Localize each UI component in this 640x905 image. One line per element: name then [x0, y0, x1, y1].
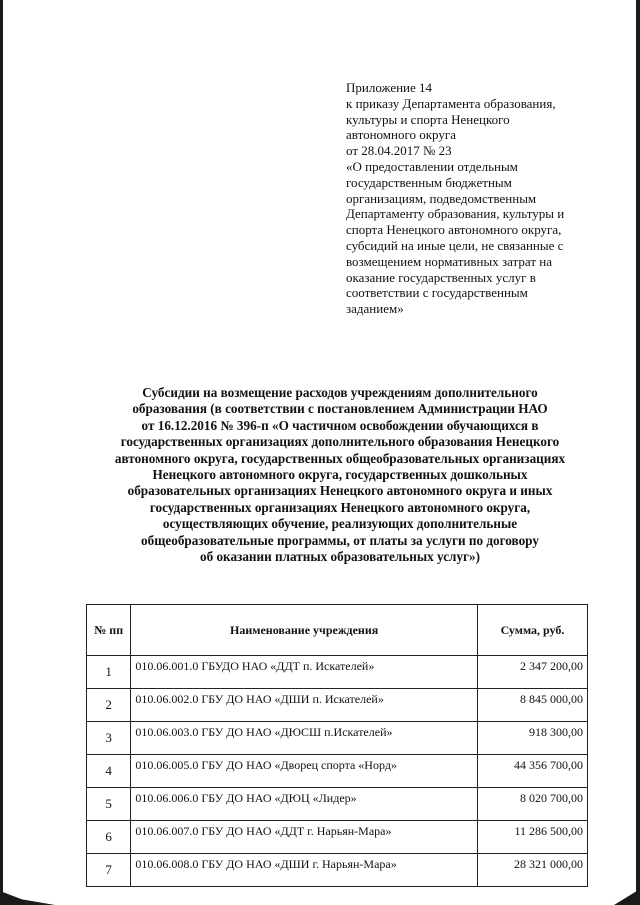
heading-line: образовательных организациях Ненецкого автономного округа и иных	[127, 483, 553, 499]
heading-line: государственных организациях дополнительного образования Ненецкого	[120, 434, 560, 450]
subsidy-amount: 28 321 000,00	[477, 854, 587, 887]
heading-line: от 16.12.2016 № 396-п «О частичном освобождении обучающихся в	[141, 417, 539, 433]
scan-corner-bottom-left	[0, 891, 55, 905]
subsidy-amount: 2 347 200,00	[477, 656, 587, 689]
subsidy-amount: 918 300,00	[477, 722, 587, 755]
heading-line: образования (в соответствии с постановлением Администрации НАО	[132, 401, 548, 417]
row-number: 7	[87, 854, 131, 887]
table-row	[87, 854, 588, 887]
subsidy-amount: 8 845 000,00	[477, 689, 587, 722]
institution-name: 010.06.005.0 ГБУ ДО НАО «Дворец спорта «Норд»	[131, 755, 478, 788]
scan-border-left	[0, 0, 3, 905]
table-row	[87, 821, 588, 854]
row-number: 6	[87, 821, 131, 854]
institution-name: 010.06.008.0 ГБУ ДО НАО «ДШИ г. Нарьян-Мара»	[131, 854, 478, 887]
appendix-line: спорта Ненецкого автономного округа,	[346, 222, 562, 238]
document-heading	[60, 385, 620, 565]
scan-border-right	[636, 0, 640, 905]
scan-corner-bottom-right	[614, 889, 640, 905]
heading-line: государственных организациях Ненецкого автономного округа,	[149, 499, 531, 515]
table-row	[87, 755, 588, 788]
appendix-line: заданием»	[346, 301, 404, 317]
column-header-number: № пп	[87, 605, 131, 656]
appendix-line: Департаменту образования, культуры и	[346, 206, 565, 222]
table-header-row	[87, 605, 588, 656]
heading-line: Ненецкого автономного округа, государственных дошкольных	[152, 467, 528, 483]
heading-line: Субсидии на возмещение расходов учреждениям дополнительного	[142, 385, 538, 400]
institution-name: 010.06.001.0 ГБУДО НАО «ДДТ п. Искателей»	[131, 656, 478, 689]
subsidy-amount: 11 286 500,00	[477, 821, 587, 854]
table-row	[87, 722, 588, 755]
institution-name: 010.06.006.0 ГБУ ДО НАО «ДЮЦ «Лидер»	[131, 788, 478, 821]
appendix-line: к приказу Департамента образования,	[346, 95, 556, 111]
appendix-line: от 28.04.2017 № 23	[346, 143, 452, 159]
heading-line: автономного округа, государственных общеобразовательных организациях	[114, 450, 566, 466]
appendix-line: «О предоставлении отдельным	[346, 158, 518, 174]
appendix-line: Приложение 14	[346, 80, 433, 95]
appendix-line: организациям, подведомственным	[346, 190, 537, 206]
heading-line: осуществляющих обучение, реализующих дополнительные	[162, 516, 518, 532]
appendix-line: автономного округа	[346, 127, 456, 143]
table-row	[87, 788, 588, 821]
row-number: 5	[87, 788, 131, 821]
column-header-name: Наименование учреждения	[131, 605, 478, 656]
appendix-line: субсидий на иные цели, не связанные с	[346, 237, 564, 253]
heading-line: общеобразовательные программы, от платы за услуги по договору	[141, 532, 539, 548]
appendix-header	[346, 80, 596, 317]
appendix-line: государственным бюджетным	[346, 174, 512, 190]
subsidies-table	[86, 604, 588, 887]
row-number: 1	[87, 656, 131, 689]
row-number: 4	[87, 755, 131, 788]
row-number: 3	[87, 722, 131, 755]
institution-name: 010.06.003.0 ГБУ ДО НАО «ДЮСШ п.Искателей»	[131, 722, 478, 755]
appendix-line: соответствии с государственным	[346, 285, 528, 301]
table-row	[87, 689, 588, 722]
heading-line: об оказании платных образовательных услуг»)	[199, 549, 481, 565]
column-header-sum: Сумма, руб.	[477, 605, 587, 656]
appendix-line: оказание государственных услуг в	[346, 269, 536, 285]
subsidy-amount: 44 356 700,00	[477, 755, 587, 788]
institution-name: 010.06.007.0 ГБУ ДО НАО «ДДТ г. Нарьян-Мара»	[131, 821, 478, 854]
table-row	[87, 656, 588, 689]
appendix-line: возмещением нормативных затрат на	[346, 253, 552, 269]
appendix-line: культуры и спорта Ненецкого	[346, 111, 510, 127]
subsidy-amount: 8 020 700,00	[477, 788, 587, 821]
row-number: 2	[87, 689, 131, 722]
institution-name: 010.06.002.0 ГБУ ДО НАО «ДШИ п. Искателей»	[131, 689, 478, 722]
